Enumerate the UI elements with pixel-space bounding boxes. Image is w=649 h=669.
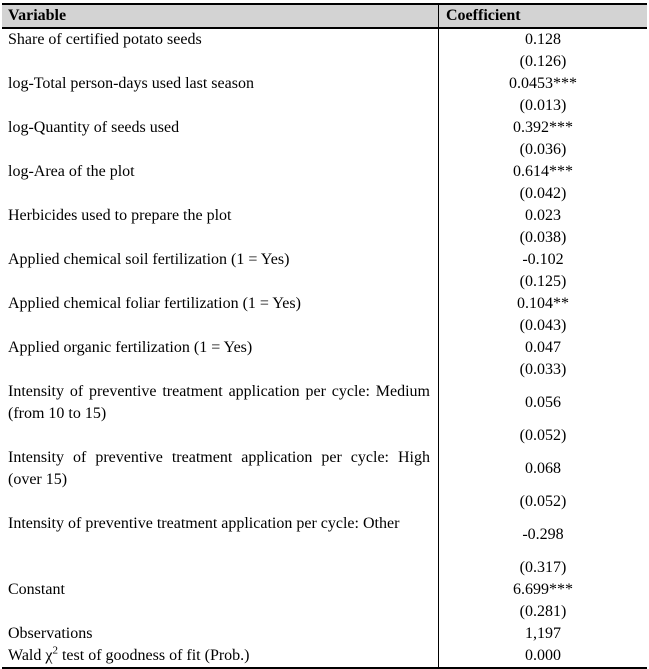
standard-error: (0.281) xyxy=(519,603,567,620)
coefficient-value: 0.068 xyxy=(525,460,561,477)
coefficient-value: -0.102 xyxy=(522,251,564,268)
coefficient-value: 6.699*** xyxy=(513,581,573,598)
variable-label: Intensity of preventive treatment application per cycle: High (over 15) xyxy=(2,447,439,513)
coefficient-value: 0.104** xyxy=(517,295,569,312)
coefficient-cell xyxy=(439,447,647,513)
standard-error: (0.052) xyxy=(519,427,567,444)
table-header-row xyxy=(2,5,647,29)
table-body xyxy=(2,29,647,623)
wald-test-row xyxy=(2,645,647,667)
observations-label: Observations xyxy=(2,623,439,645)
observations-value: 1,197 xyxy=(525,625,561,642)
variable-label: Applied organic fertilization (1 = Yes) xyxy=(2,337,439,381)
standard-error: (0.126) xyxy=(519,53,567,70)
regression-table xyxy=(2,3,647,669)
header-variable: Variable xyxy=(2,5,439,27)
variable-label: Intensity of preventive treatment application per cycle: Medium (from 10 to 15) xyxy=(2,381,439,447)
variable-label: Constant xyxy=(2,579,439,623)
variable-label: Intensity of preventive treatment application per cycle: Other xyxy=(2,513,439,579)
coefficient-cell xyxy=(439,117,647,161)
coefficient-cell xyxy=(439,249,647,293)
coefficient-cell xyxy=(439,73,647,117)
table-row xyxy=(2,117,647,161)
coefficient-value: 0.047 xyxy=(525,339,561,356)
table-row xyxy=(2,513,647,579)
table-row xyxy=(2,293,647,337)
coefficient-value: 0.392*** xyxy=(513,119,573,136)
table-row xyxy=(2,447,647,513)
table-row xyxy=(2,381,647,447)
table-row xyxy=(2,337,647,381)
variable-label: Share of certified potato seeds xyxy=(2,29,439,73)
coefficient-value: 0.056 xyxy=(525,394,561,411)
wald-label-prefix: Wald χ xyxy=(8,647,53,664)
table-row xyxy=(2,579,647,623)
coefficient-value: 0.128 xyxy=(525,31,561,48)
variable-label: log-Quantity of seeds used xyxy=(2,117,439,161)
table-row xyxy=(2,249,647,293)
variable-label: Applied chemical soil fertilization (1 = Yes) xyxy=(2,249,439,293)
header-coefficient: Coefficient xyxy=(446,7,521,24)
standard-error: (0.013) xyxy=(519,97,567,114)
standard-error: (0.038) xyxy=(519,229,567,246)
observations-row xyxy=(2,623,647,645)
coefficient-cell xyxy=(439,381,647,447)
coefficient-value: 0.023 xyxy=(525,207,561,224)
variable-label: Applied chemical foliar fertilization (1 = Yes) xyxy=(2,293,439,337)
standard-error: (0.042) xyxy=(519,185,567,202)
variable-label: Herbicides used to prepare the plot xyxy=(2,205,439,249)
coefficient-cell xyxy=(439,337,647,381)
standard-error: (0.317) xyxy=(519,559,567,576)
variable-label: log-Area of the plot xyxy=(2,161,439,205)
coefficient-value: -0.298 xyxy=(522,526,564,543)
coefficient-cell xyxy=(439,161,647,205)
standard-error: (0.036) xyxy=(519,141,567,158)
table-row xyxy=(2,29,647,73)
wald-label-superscript: 2 xyxy=(52,644,58,657)
variable-label: log-Total person-days used last season xyxy=(2,73,439,117)
table-row xyxy=(2,161,647,205)
standard-error: (0.043) xyxy=(519,317,567,334)
standard-error: (0.125) xyxy=(519,273,567,290)
coefficient-cell xyxy=(439,293,647,337)
coefficient-cell xyxy=(439,205,647,249)
coefficient-value: 0.614*** xyxy=(513,163,573,180)
table-row xyxy=(2,205,647,249)
coefficient-value: 0.0453*** xyxy=(509,75,577,92)
wald-label-suffix: test of goodness of fit (Prob.) xyxy=(57,647,250,664)
wald-test-label xyxy=(2,645,439,667)
coefficient-cell xyxy=(439,513,647,579)
standard-error: (0.052) xyxy=(519,493,567,510)
wald-test-value: 0.000 xyxy=(525,647,561,664)
standard-error: (0.033) xyxy=(519,361,567,378)
coefficient-cell xyxy=(439,29,647,73)
coefficient-cell xyxy=(439,579,647,623)
table-row xyxy=(2,73,647,117)
